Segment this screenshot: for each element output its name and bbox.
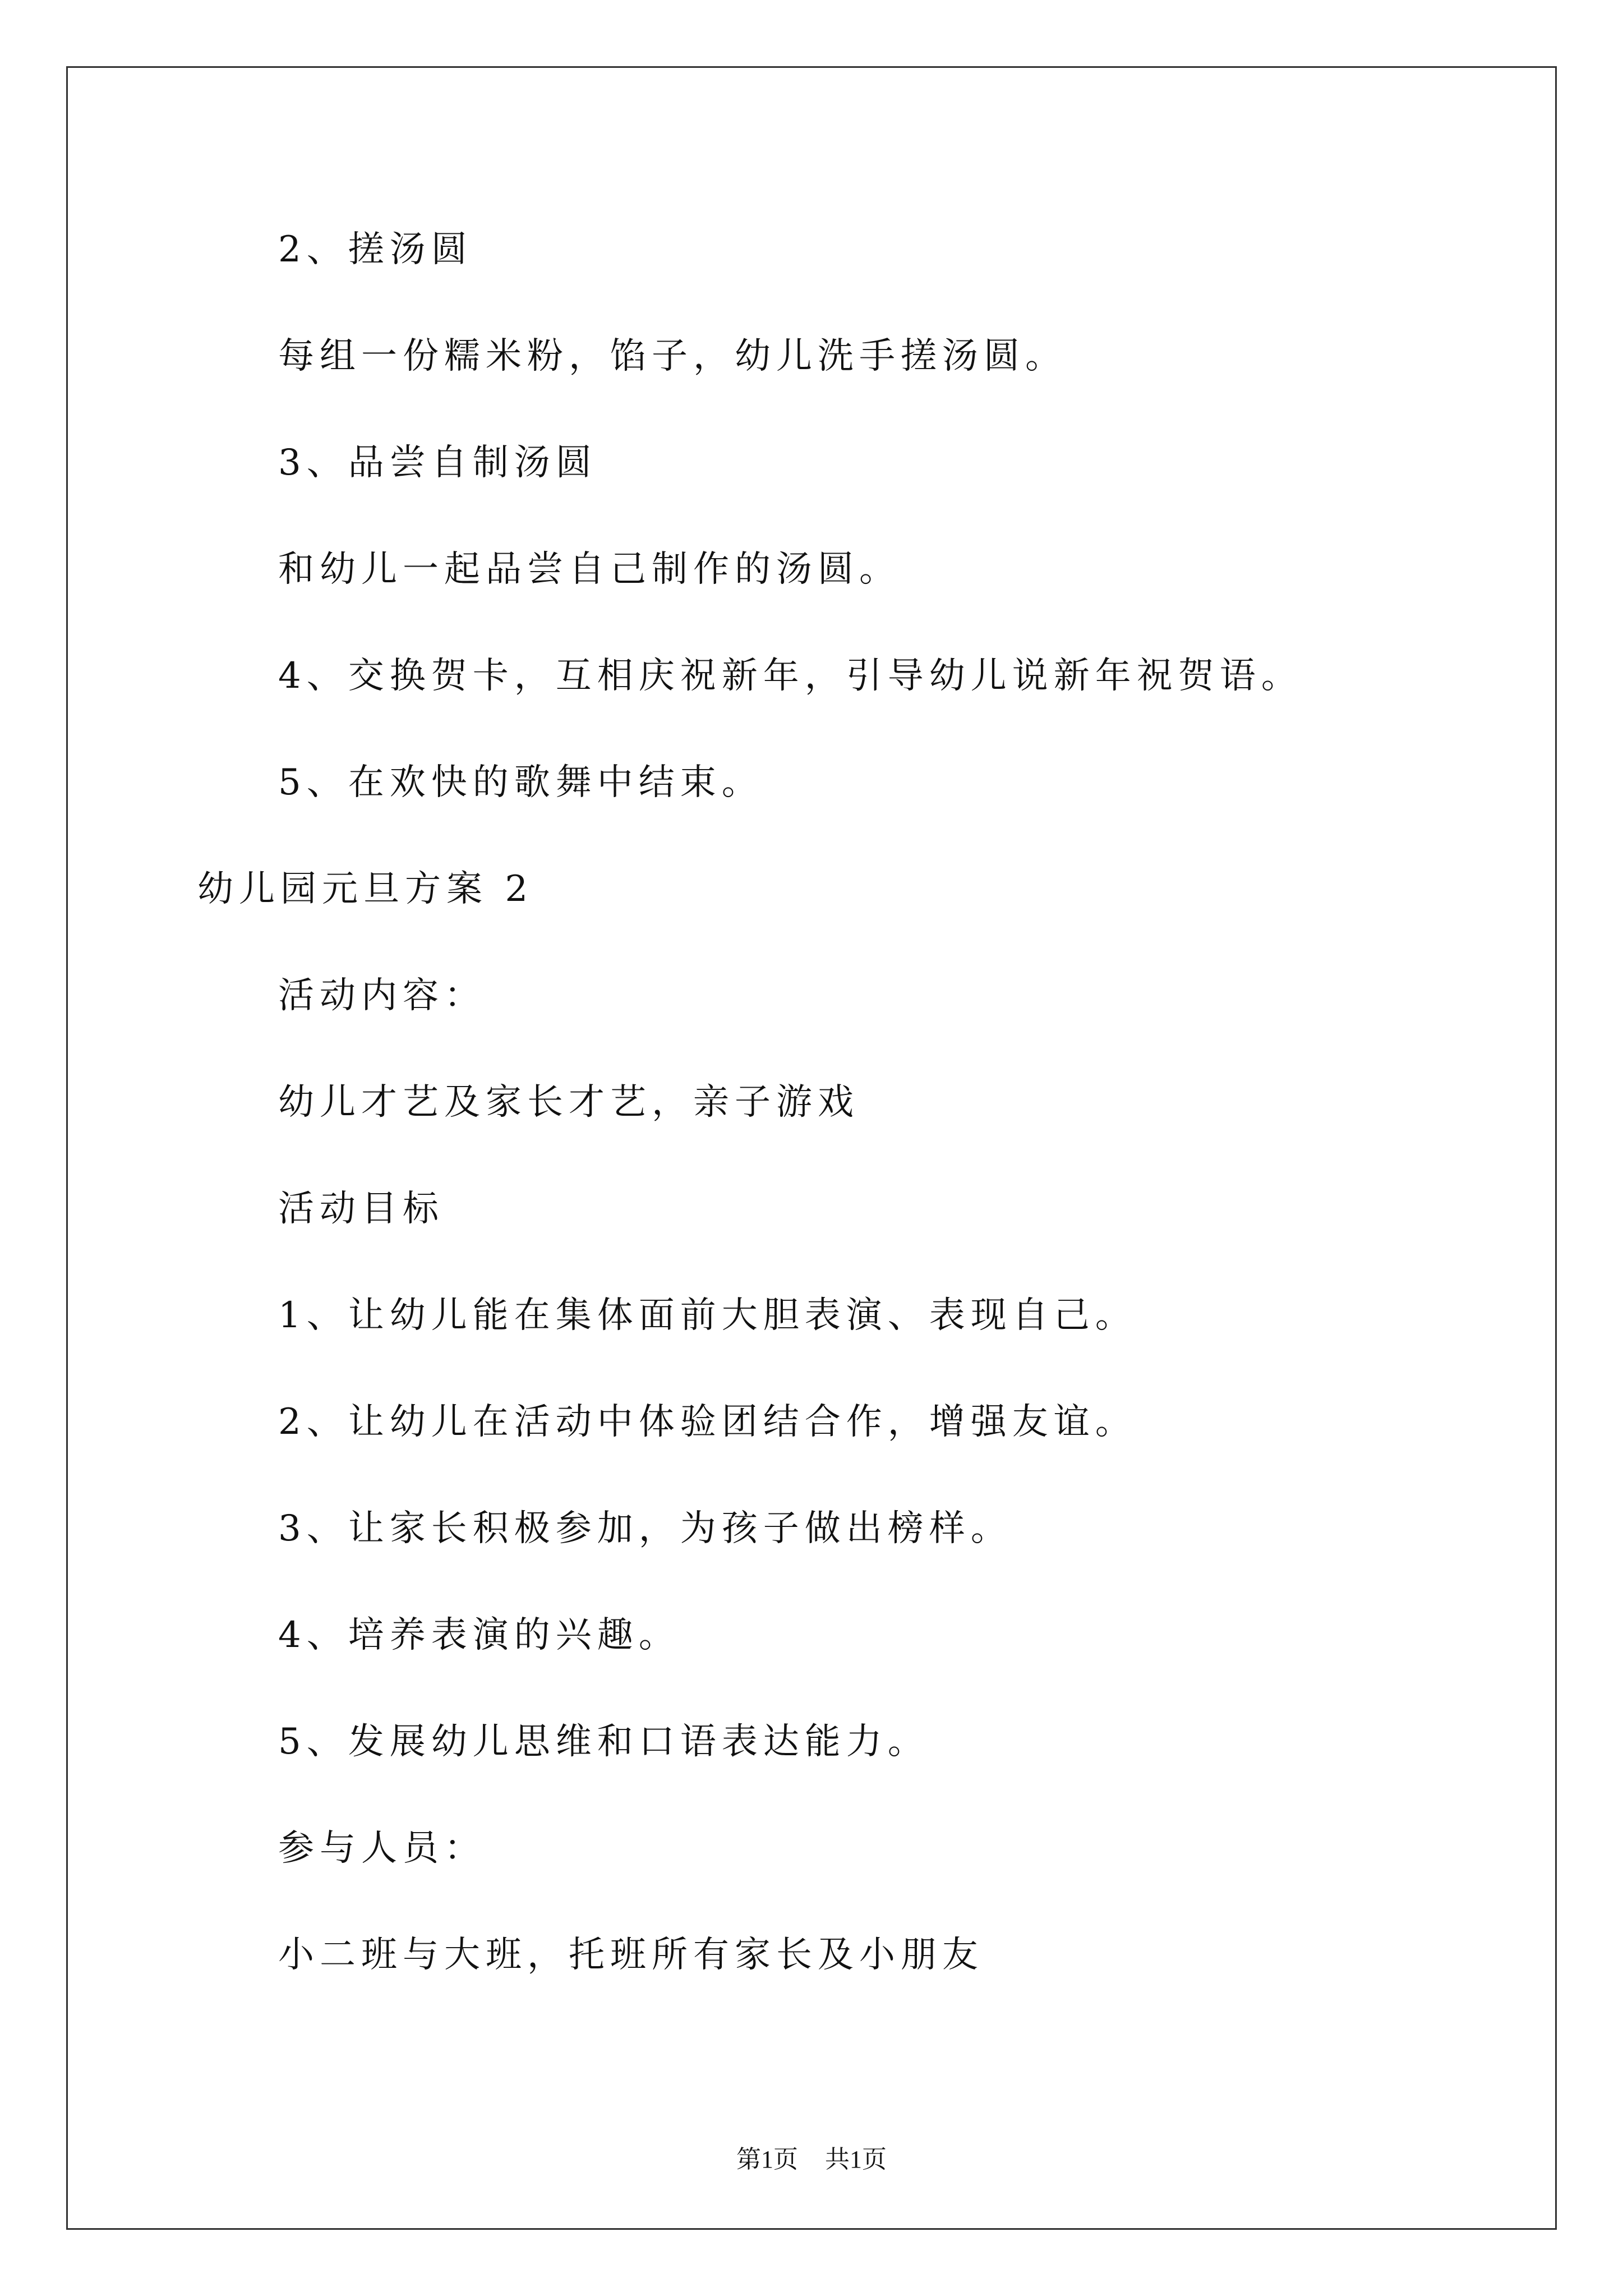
goal-item-4: 4、培养表演的兴趣。 [278, 1614, 680, 1656]
goal-item-5: 5、发展幼儿思维和口语表达能力。 [278, 1721, 929, 1763]
page-border [66, 66, 1557, 2230]
goal-item-3: 3、让家长积极参加，为孩子做出榜样。 [278, 1508, 1012, 1549]
step-3-body: 和幼儿一起品尝自己制作的汤圆。 [278, 549, 901, 590]
step-4-text: 4、交换贺卡，互相庆祝新年，引导幼儿说新年祝贺语。 [278, 655, 1303, 697]
step-5-text: 5、在欢快的歌舞中结束。 [278, 762, 763, 803]
participants-label: 参与人员： [278, 1828, 486, 1869]
step-3-title: 3、品尝自制汤圆 [278, 442, 597, 484]
step-2-title: 2、搓汤圆 [278, 229, 473, 270]
participants-text: 小二班与大班，托班所有家长及小朋友 [278, 1934, 984, 1976]
activity-content-text: 幼儿才艺及家长才艺，亲子游戏 [278, 1082, 859, 1123]
page-footer [0, 2143, 1623, 2177]
page-total: 共1页 [825, 2146, 887, 2173]
page-number: 第1页 [736, 2146, 798, 2173]
step-2-body: 每组一份糯米粉，馅子，幼儿洗手搓汤圆。 [278, 335, 1067, 377]
activity-goals-label: 活动目标 [278, 1188, 444, 1230]
section-heading: 幼儿园元旦方案 2 [197, 868, 534, 910]
activity-content-label: 活动内容： [278, 975, 486, 1016]
goal-item-1: 1、让幼儿能在集体面前大胆表演、表现自己。 [278, 1295, 1137, 1336]
goal-item-2: 2、让幼儿在活动中体验团结合作，增强友谊。 [278, 1401, 1137, 1443]
